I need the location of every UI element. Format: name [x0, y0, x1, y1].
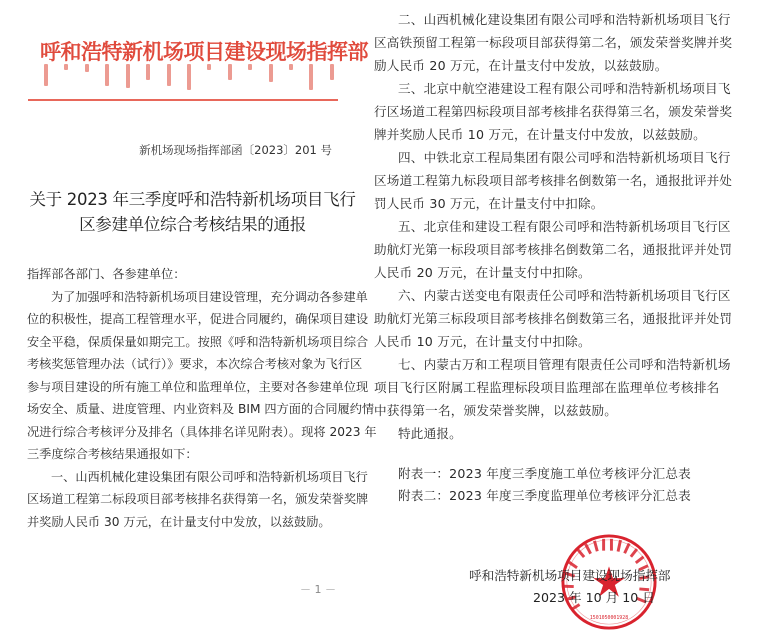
intro-line: 位的积极性，提高工程管理水平，促进合同履约，确保项目建设 [27, 312, 369, 326]
item-4-line: 四、中铁北京工程局集团有限公司呼和浩特新机场项目飞行 [398, 150, 731, 165]
intro-line: 考核奖惩管理办法（试行）》要求，本次综合考核对象为飞行区 [27, 357, 363, 371]
item-1-line: 一、山西机械化建设集团有限公司呼和浩特新机场项目飞行 [51, 470, 368, 484]
mongolian-glyph [126, 64, 130, 88]
document-page-1 [0, 0, 377, 638]
item-5-line: 五、北京佳和建设工程有限公司呼和浩特新机场项目飞行区 [398, 219, 731, 234]
attachment-1: 附表一：2023 年度三季度施工单位考核评分汇总表 [398, 466, 691, 481]
intro-line: 三季度综合考核结果通报如下： [27, 447, 198, 461]
item-1-line: 并奖励人民币 30 万元，在计量支付中发放，以兹鼓励。 [27, 515, 331, 529]
intro-line: 参与项目建设的所有施工单位和监理单位，主要对各参建单位现 [27, 380, 369, 394]
salutation: 指挥部各部门、各参建单位： [27, 267, 186, 281]
item-5-line: 人民币 20 万元，在计量支付中扣除。 [374, 265, 591, 280]
letterhead-divider [28, 99, 338, 101]
item-7-line: 中获得第一名，颁发荣誉奖牌，以兹鼓励。 [374, 403, 618, 418]
mongolian-glyph [187, 64, 191, 90]
mongolian-glyph [269, 64, 273, 82]
item-5-line: 助航灯光第一标段项目部考核排名倒数第二名，通报批评并处罚 [374, 242, 733, 257]
intro-line: 为了加强呼和浩特新机场项目建设管理，充分调动各参建单 [51, 290, 368, 304]
intro-line: 场安全、质量、进度管理、内业资料及 BIM 四方面的合同履约情 [27, 402, 375, 416]
document-title-line-2: 区参建单位综合考核结果的通报 [79, 215, 306, 234]
item-4-line: 区场道工程第九标段项目部考核排名倒数第一名，通报批评并处 [374, 173, 733, 188]
intro-line: 况进行综合考核评分及排名（具体排名详见附表）。现将 2023 年 [27, 425, 377, 439]
item-6-line: 助航灯光第三标段项目部考核排名倒数第三名，通报批评并处罚 [374, 311, 733, 326]
mongolian-glyph [167, 64, 171, 86]
signature-organization: 呼和浩特新机场项目建设现场指挥部 [469, 568, 671, 583]
mongolian-glyph [146, 64, 150, 80]
mongolian-script-line [44, 64, 334, 94]
item-3-line: 行区场道工程第四标段项目部考核排名获得第三名，颁发荣誉奖 [374, 104, 733, 119]
signature-date: 2023 年 10 月 10 日 [533, 590, 655, 605]
item-6-line: 六、内蒙古送变电有限责任公司呼和浩特新机场项目飞行区 [398, 288, 731, 303]
mongolian-glyph [207, 64, 211, 70]
mongolian-glyph [330, 64, 334, 80]
item-7-line: 七、内蒙古万和工程项目管理有限责任公司呼和浩特新机场 [398, 357, 731, 372]
mongolian-glyph [44, 64, 48, 86]
attachment-2: 附表二：2023 年度三季度监理单位考核评分汇总表 [398, 488, 691, 503]
mongolian-glyph [85, 64, 89, 72]
item-7-line: 项目飞行区附属工程监理标段项目监理部在监理单位考核排名 [374, 380, 720, 395]
item-2-line: 励人民币 20 万元，在计量支付中发放，以兹鼓励。 [374, 58, 668, 73]
item-2-line: 二、山西机械化建设集团有限公司呼和浩特新机场项目飞行 [398, 12, 731, 27]
mongolian-glyph [64, 64, 68, 70]
mongolian-glyph [248, 64, 252, 70]
document-title-line-1: 关于 2023 年三季度呼和浩特新机场项目飞行 [29, 190, 356, 209]
item-4-line: 罚人民币 30 万元，在计量支付中扣除。 [374, 196, 604, 211]
mongolian-glyph [289, 64, 293, 70]
item-2-line: 区高铁预留工程第一标段项目部获得第二名，颁发荣誉奖牌并奖 [374, 35, 733, 50]
mongolian-glyph [228, 64, 232, 80]
mongolian-glyph [309, 64, 313, 90]
item-3-line: 三、北京中航空港建设工程有限公司呼和浩特新机场项目飞 [398, 81, 731, 96]
closing-statement: 特此通报。 [398, 426, 462, 441]
item-3-line: 牌并奖励人民币 10 万元，在计量支付中发放，以兹鼓励。 [374, 127, 706, 142]
document-number: 新机场现场指挥部函〔2023〕201 号 [139, 143, 332, 157]
item-6-line: 人民币 10 万元，在计量支付中扣除。 [374, 334, 591, 349]
seal-serial: 1501050001928 [589, 615, 629, 622]
intro-line: 安全平稳，保质保量如期完工。按照《呼和浩特新机场项目综合 [27, 335, 369, 349]
letterhead-org-name: 呼和浩特新机场项目建设现场指挥部 [40, 39, 368, 64]
mongolian-glyph [105, 64, 109, 86]
page-number: － 1 － [300, 583, 336, 596]
item-1-line: 区场道工程第二标段项目部考核排名获得第一名，颁发荣誉奖牌 [27, 492, 369, 506]
